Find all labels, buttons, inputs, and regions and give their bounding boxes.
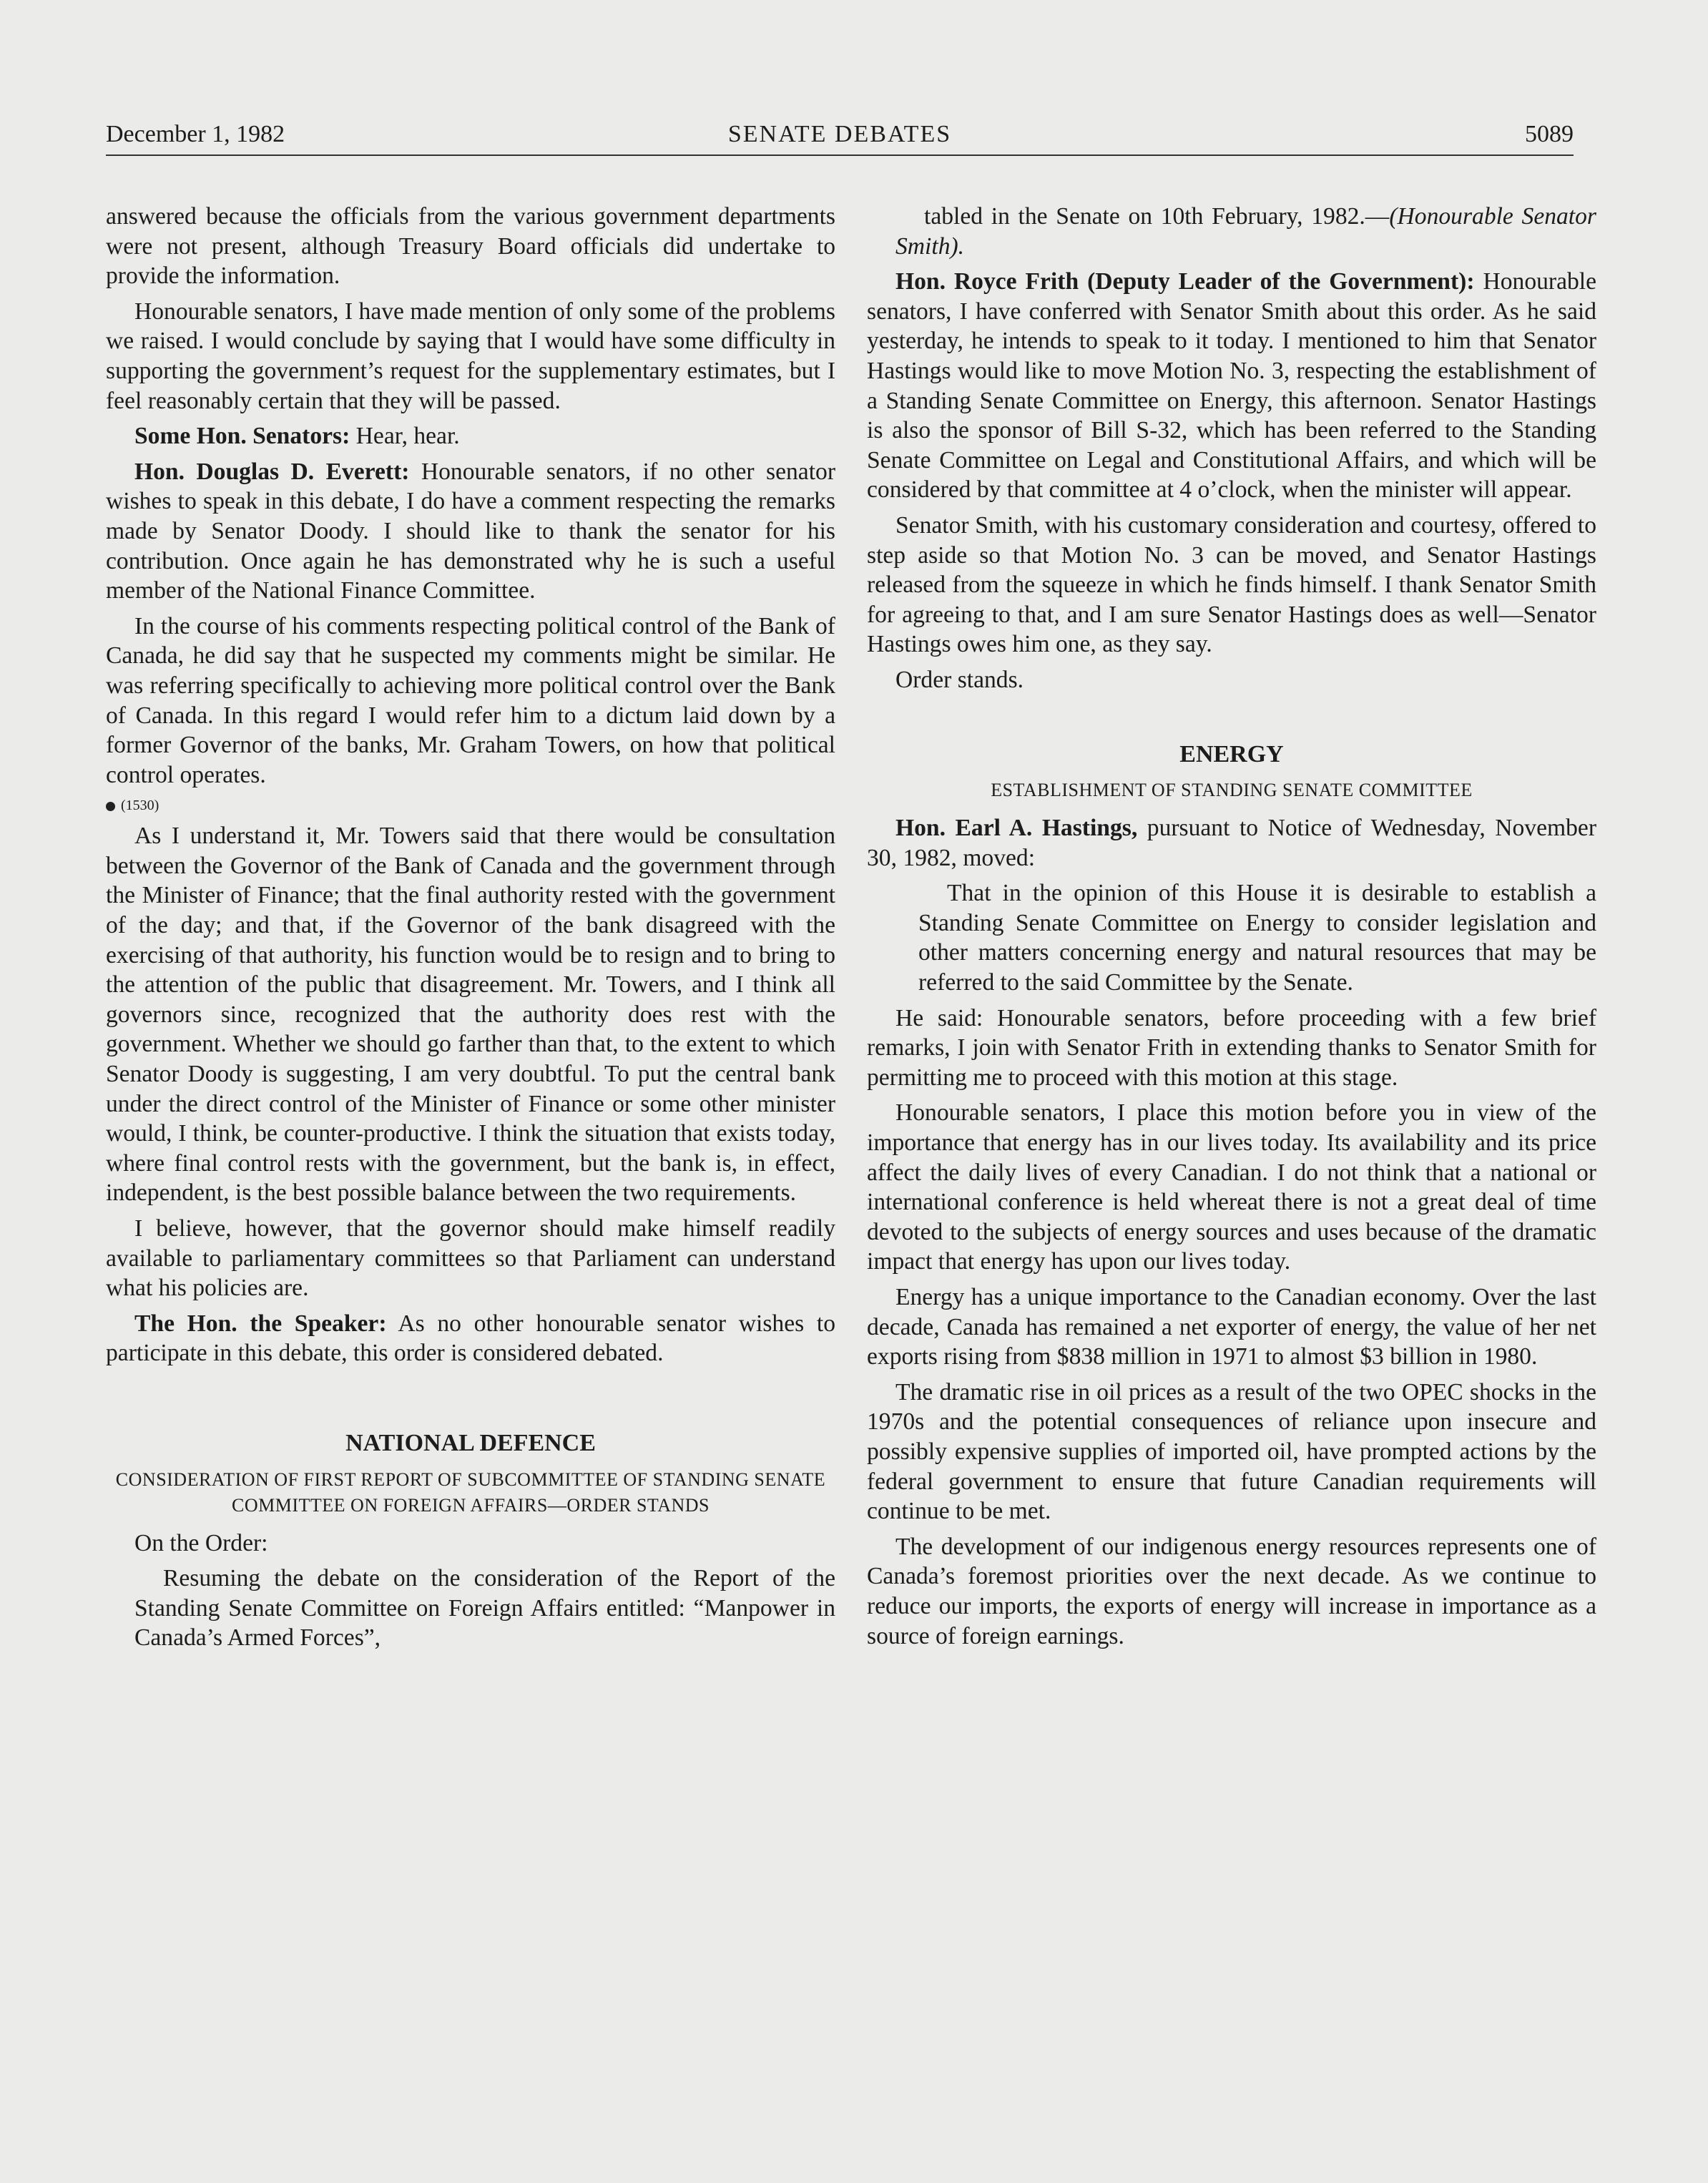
header-date: December 1, 1982 <box>106 121 285 147</box>
motion-text: That in the opinion of this House it is desirable to establish a Standing Senate Committee on Energy to consider legislation and other matters concerning energy and natural resources that may be referred to the said Committee by the Senate. <box>918 880 1596 996</box>
speaker-name: Hon. Earl A. Hastings, <box>895 815 1138 842</box>
speaker-name: Hon. Douglas D. Everett: <box>134 458 410 485</box>
speaker-name: Hon. Royce Frith (Deputy Leader of the Government): <box>895 268 1475 295</box>
on-the-order: On the Order: <box>134 1529 268 1556</box>
speech-text: Hear, hear. <box>350 423 460 450</box>
paragraph <box>867 267 1596 505</box>
section-title: NATIONAL DEFENCE <box>345 1429 596 1456</box>
left-column <box>106 202 835 1659</box>
right-column <box>867 202 1596 1657</box>
section-title: ENERGY <box>1179 740 1284 767</box>
paragraph: Honourable senators, I place this motion before you in view of the importance that energy has in our lives today. Its availability and its price affect the daily lives of every Canadian. I do not think that a national or international conference is held whereat there is not a great deal of time devoted to the subjects of energy sources and uses because of the dramatic impact that energy has upon our lives today. <box>867 1099 1596 1275</box>
quoted-order-continued <box>867 202 1596 261</box>
paragraph <box>867 813 1596 873</box>
quote-attribution: (Honourable Senator Smith). <box>895 203 1596 260</box>
speech-text: Honourable senators, I have conferred with Senator Smith about this order. As he said yesterday, he intends to speak to it today. I mentioned to him that Senator Hastings would like to move Motion No. 3, respecting the establishment of a Standing Senate Committee on Energy, this afternoon. Senator Hastings is also the sponsor of Bill S-32, which has been referred to the Standing Senate Committee on Legal and Constitutional Affairs, and which will be considered by that committee at 4 o’clock, when the minister will appear. <box>867 268 1596 504</box>
paragraph: Senator Smith, with his customary consideration and courtesy, offered to step aside so that Motion No. 3 can be moved, and Senator Hastings released from the squeeze in which he finds himself. I thank Senator Smith for agreeing to that, and I am sure Senator Hastings does as well—Senator Hastings owes him one, as they say. <box>867 511 1596 658</box>
paragraph <box>106 1309 835 1368</box>
time-marker-text: (1530) <box>121 798 159 814</box>
paragraph: He said: Honourable senators, before proceeding with a few brief remarks, I join with Senator Frith in extending thanks to Senator Smith for permitting me to proceed with this motion at this stage. <box>867 1004 1596 1091</box>
page-number: 5089 <box>1525 121 1574 147</box>
quoted-order: Resuming the debate on the consideration of the Report of the Standing Senate Committee on Foreign Affairs entitled: “Manpower in Canada’s Armed Forces”, <box>134 1565 835 1652</box>
paragraph: As I understand it, Mr. Towers said that there would be consultation between the Governor of the Bank of Canada and the government through the Minister of Finance; that the final authority rested with the government of the day; and that, if the Governor of the bank disagreed with the exercising of that authority, his function would be to resign and to bring to the attention of the public that disagreement. Mr. Towers, and I think all governors since, recognized that the authority does rest with the government. Whether we should go farther than that, to the extent to which Senator Doody is suggesting, I am very doubtful. To put the central bank under the direct control of the Minister of Finance or some other minister would, I think, be counter-productive. I think the situation that exists today, where final control rests with the government, but the bank is, in effect, independent, is the best possible balance between the two requirements. <box>106 823 835 1207</box>
speech-text: As no other honourable senator wishes to participate in this debate, this order is considered debated. <box>106 1310 835 1367</box>
speaker-name: The Hon. the Speaker: <box>134 1310 387 1337</box>
quote-text: tabled in the Senate on 10th February, 1982.— <box>924 203 1390 230</box>
bullet-icon <box>106 802 115 811</box>
paragraph <box>106 421 835 451</box>
paragraph <box>106 457 835 606</box>
paragraph: Energy has a unique importance to the Canadian economy. Over the last decade, Canada has remained a net exporter of energy, the value of her net exports rising from $838 million in 1971 to almost $3 billion in 1980. <box>867 1284 1596 1370</box>
section-subtitle: ESTABLISHMENT OF STANDING SENATE COMMITTEE <box>991 780 1473 801</box>
paragraph: In the course of his comments respecting political control of the Bank of Canada, he did say that he suspected my comments might be similar. He was referring specifically to achieving more political control over the Bank of Canada. In this regard I would refer him to a dictum laid down by a former Governor of the banks, Mr. Graham Towers, on how that political control operates. <box>106 612 835 788</box>
header-title: SENATE DEBATES <box>727 121 952 147</box>
speaker-name: Some Hon. Senators: <box>134 423 350 450</box>
paragraph: Order stands. <box>895 666 1024 693</box>
paragraph: Honourable senators, I have made mention of only some of the problems we raised. I would conclude by saying that I would have some difficulty in supporting the government’s request for the supplementary estimates, but I feel reasonably certain that they will be passed. <box>106 298 835 414</box>
section-subtitle: CONSIDERATION OF FIRST REPORT OF SUBCOMMITTEE OF STANDING SENATE COMMITTEE ON FOREIGN AFFAIRS—ORDER STANDS <box>115 1468 826 1516</box>
paragraph: I believe, however, that the governor should make himself readily available to parliamentary committees so that Parliament can understand what his policies are. <box>106 1215 835 1302</box>
page-header <box>106 119 1574 156</box>
paragraph: answered because the officials from the various government departments were not present, although Treasury Board officials did undertake to provide the information. <box>106 203 835 290</box>
speech-text: pursuant to Notice of Wednesday, November 30, 1982, moved: <box>867 815 1596 871</box>
time-marker <box>106 795 835 815</box>
paragraph: The dramatic rise in oil prices as a result of the two OPEC shocks in the 1970s and the potential consequences of reliance upon insecure and possibly expensive supplies of imported oil, have prompted actions by the federal government to ensure that future Canadian requirements will continue to be met. <box>867 1378 1596 1525</box>
speech-text: Honourable senators, if no other senator wishes to speak in this debate, I do have a comment respecting the remarks made by Senator Doody. I should like to thank the senator for his contribution. Once again he has demonstrated why he is such a useful member of the National Finance Committee. <box>106 458 835 604</box>
paragraph: The development of our indigenous energy resources represents one of Canada’s foremost priorities over the next decade. As we continue to reduce our imports, the exports of energy will increase in importance as a source of foreign earnings. <box>867 1533 1596 1649</box>
